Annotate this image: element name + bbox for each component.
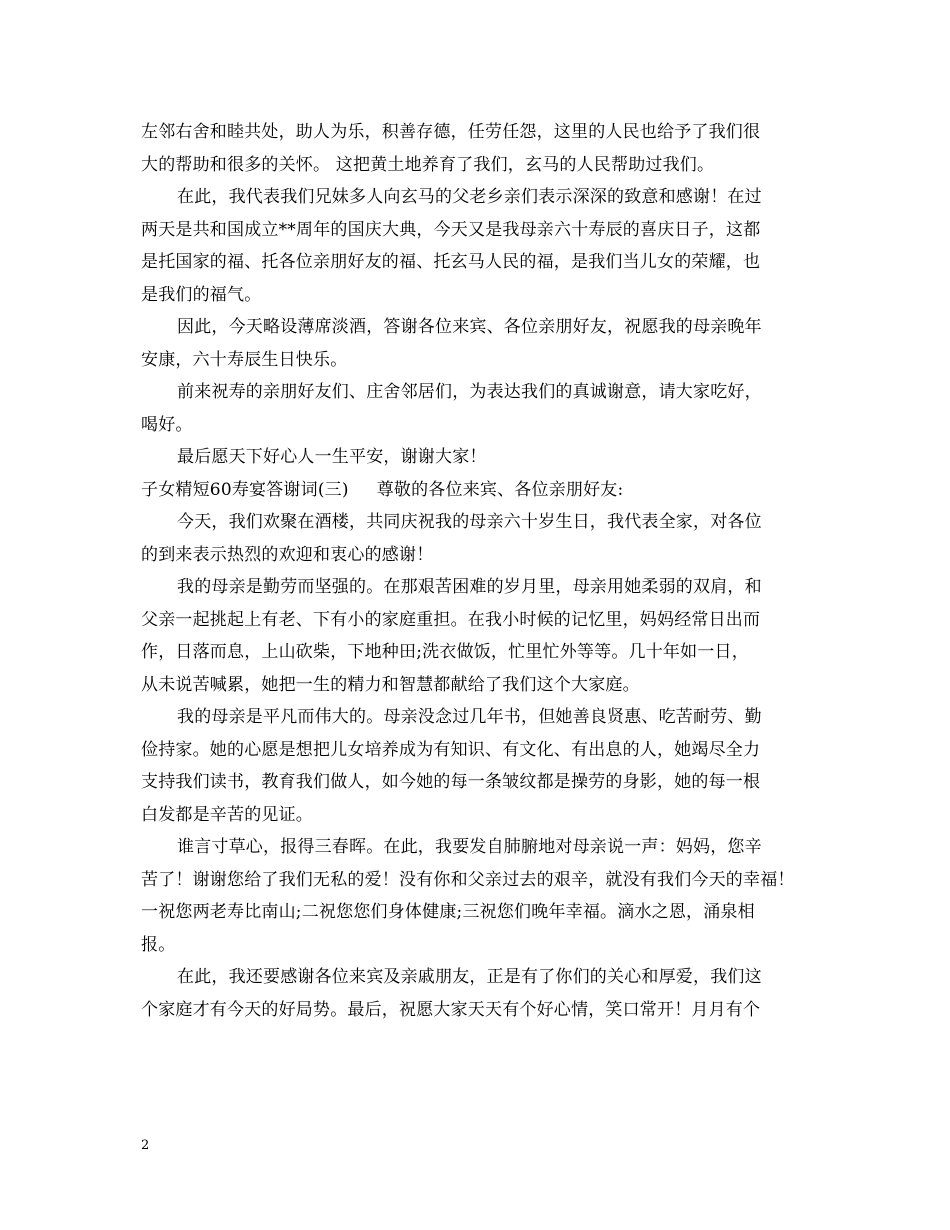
- text-line: 作，日落而息，上山砍柴，下地种田;洗衣做饭，忙里忙外等等。几十年如一日，: [141, 642, 749, 662]
- paragraph-start-line: 今天，我们欢聚在酒楼，共同庆祝我的母亲六十岁生日，我代表全家，对各位: [177, 512, 762, 532]
- text-line: 从未说苦喊累，她把一生的精力和智慧都献给了我们这个大家庭。: [141, 674, 640, 695]
- section-title: 子女精短60寿宴答谢词(三): [141, 479, 349, 500]
- text-line: 苦了！谢谢您给了我们无私的爱！没有你和父亲过去的艰辛，就没有我们今天的幸福！: [141, 869, 795, 890]
- text-line: 安康，六十寿辰生日快乐。: [141, 349, 348, 370]
- text-line: 支持我们读书，教育我们做人，如今她的每一条皱纹都是操劳的身影，她的每一根: [141, 772, 761, 792]
- paragraph-start-line: 最后愿天下好心人一生平安，谢谢大家！: [177, 447, 487, 467]
- text-line: 左邻右舍和睦共处，助人为乐，积善存德，任劳任怨，这里的人民也给予了我们很: [141, 122, 761, 142]
- text-line: 喝好。: [141, 414, 193, 435]
- text-line: 是托国家的福、托各位亲朋好友的福、托玄马人民的福，是我们当儿女的荣耀，也: [141, 252, 761, 272]
- paragraph-start-line: 我的母亲是勤劳而坚强的。在那艰苦困难的岁月里，母亲用她柔弱的双肩，和: [177, 577, 762, 597]
- paragraph-start-line: 因此，今天略设薄席淡酒，答谢各位来宾、各位亲朋好友，祝愿我的母亲晚年: [177, 317, 762, 337]
- paragraph-start-line: 在此，我还要感谢各位来宾及亲戚朋友，正是有了你们的关心和厚爱，我们这: [177, 967, 762, 987]
- document-body: [141, 116, 809, 1026]
- text-line: 是我们的福气。: [141, 284, 262, 305]
- text-line: 的到来表示热烈的欢迎和衷心的感谢！: [141, 544, 434, 565]
- section-heading-line: [141, 474, 809, 507]
- paragraph-start-line: 在此，我代表我们兄妹多人向玄马的父老乡亲们表示深深的致意和感谢！在过: [177, 187, 762, 207]
- text-line: 个家庭才有今天的好局势。最后，祝愿大家天天有个好心情，笑口常开！月月有个: [141, 999, 761, 1020]
- paragraph-start-line: 前来祝寿的亲朋好友们、庄舍邻居们，为表达我们的真诚谢意，请大家吃好，: [177, 382, 762, 402]
- text-line: 一祝您两老寿比南山;二祝您您们身体健康;三祝您们晚年幸福。滴水之恩，涌泉相: [141, 902, 755, 922]
- paragraph-start-line: 谁言寸草心，报得三春晖。在此，我要发自肺腑地对母亲说一声：妈妈，您辛: [177, 837, 762, 857]
- text-line: 报。: [141, 934, 176, 955]
- paragraph-start-line: 我的母亲是平凡而伟大的。母亲没念过几年书，但她善良贤惠、吃苦耐劳、勤: [177, 707, 762, 727]
- text-line: 两天是共和国成立**周年的国庆大典，今天又是我母亲六十寿辰的喜庆日子，这都: [141, 219, 761, 240]
- section-greeting: 尊敬的各位来宾、各位亲朋好友:: [376, 479, 624, 500]
- text-line: 白发都是辛苦的见证。: [141, 804, 313, 825]
- text-line: 父亲一起挑起上有老、下有小的家庭重担。在我小时候的记忆里，妈妈经常日出而: [141, 609, 761, 630]
- text-line: 大的帮助和很多的关怀。 这把黄土地养育了我们，玄马的人民帮助过我们。: [141, 154, 715, 175]
- text-line: 俭持家。她的心愿是想把儿女培养成为有知识、有文化、有出息的人，她竭尽全力: [141, 739, 761, 760]
- page-number: 2: [141, 1138, 150, 1153]
